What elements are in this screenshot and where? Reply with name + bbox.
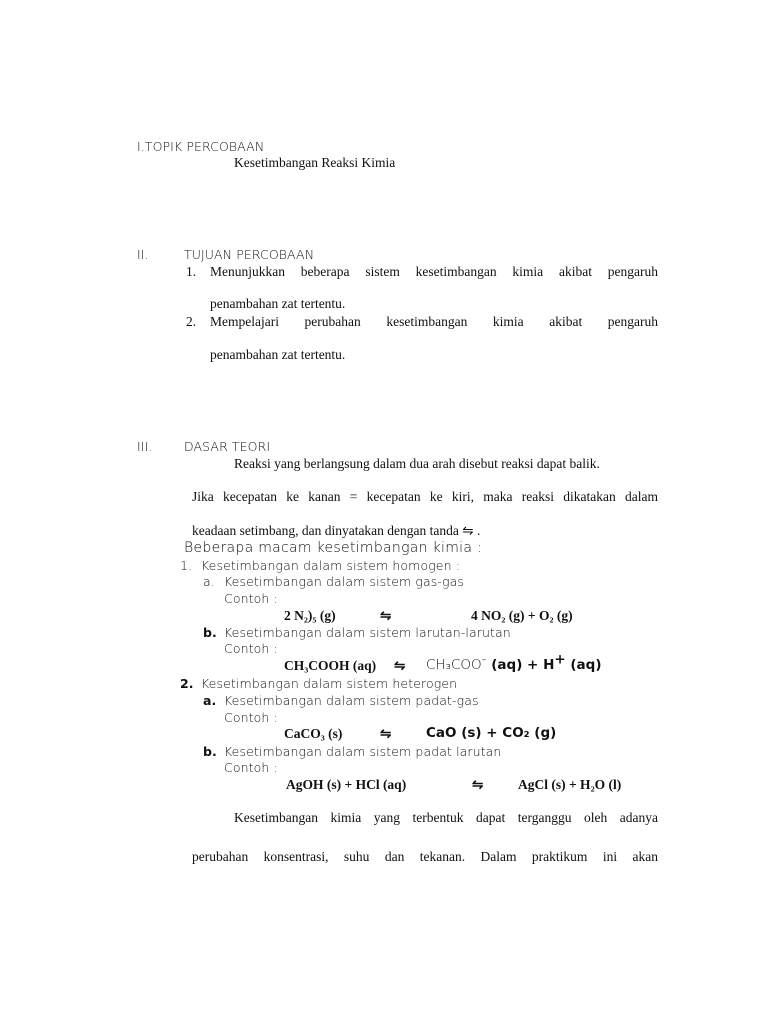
heterogen-b-reaction-rhs: AgCl (s) + H₂O (l) bbox=[518, 777, 622, 792]
homogen-a-equilibrium-arrow: ⇋ bbox=[380, 608, 392, 623]
homogen-b-rhs-state: (aq) bbox=[565, 657, 602, 673]
homogen-b-equilibrium-arrow: ⇋ bbox=[394, 658, 406, 673]
closing-paragraph-line-2: perubahan konsentrasi, suhu dan tekanan. Dalam praktikum ini akan bbox=[192, 849, 658, 864]
homogen-b-contoh: Contoh : bbox=[224, 641, 278, 656]
tujuan-item-1-line-1: Menunjukkan beberapa sistem kesetimbangan kimia akibat pengaruh bbox=[210, 264, 658, 279]
homogen-a-reaction-lhs: 2 N₂)₅ (g) bbox=[284, 608, 336, 623]
homogen-b-letter: b. bbox=[203, 625, 217, 640]
theory-paragraph-line-2: Jika kecepatan ke kanan = kecepatan ke kiri, maka reaksi dikatakan dalam bbox=[192, 489, 658, 504]
heterogen-a-equilibrium-arrow: ⇋ bbox=[380, 726, 392, 741]
homogen-b-rhs-proton-charge: + bbox=[554, 651, 566, 668]
homogen-a-reaction-rhs: 4 NO₂ (g) + O₂ (g) bbox=[471, 608, 573, 623]
heterogen-a-contoh: Contoh : bbox=[224, 710, 278, 725]
tujuan-item-2-line-1: Mempelajari perubahan kesetimbangan kimia akibat pengaruh bbox=[210, 314, 658, 329]
section-3-number: III. bbox=[137, 439, 153, 454]
homogen-b-rhs-acetate-charge: - bbox=[481, 651, 487, 668]
homogen-a-contoh: Contoh : bbox=[224, 591, 278, 606]
tujuan-item-1-number: 1. bbox=[186, 264, 197, 279]
equilibrium-types-heading: Beberapa macam kesetimbangan kimia : bbox=[184, 540, 482, 556]
homogen-b-label: Kesetimbangan dalam sistem larutan-larutan bbox=[224, 625, 511, 640]
homogen-b-reaction-lhs: CH₃COOH (aq) bbox=[284, 658, 377, 673]
tujuan-item-2-number: 2. bbox=[186, 314, 197, 329]
heterogen-a-letter: a. bbox=[203, 693, 217, 708]
heterogen-b-letter: b. bbox=[203, 744, 217, 759]
homogen-b-reaction-rhs bbox=[426, 651, 602, 673]
homogen-a-letter: a. bbox=[203, 574, 215, 589]
homogen-b-rhs-proton: (aq) + H bbox=[486, 657, 555, 673]
section-1-heading: I.TOPIK PERCOBAAN bbox=[137, 139, 265, 154]
homogen-b-rhs-acetate: CH₃COO bbox=[426, 657, 482, 673]
homogen-a-label: Kesetimbangan dalam sistem gas-gas bbox=[224, 574, 464, 589]
heterogen-a-reaction-lhs: CaCO₃ (s) bbox=[284, 726, 343, 741]
section-1-subtitle: Kesetimbangan Reaksi Kimia bbox=[234, 155, 396, 170]
heterogen-b-reaction-lhs: AgOH (s) + HCl (aq) bbox=[286, 777, 407, 792]
heterogen-a-reaction-rhs: CaO (s) + CO₂ (g) bbox=[426, 725, 557, 741]
tujuan-item-1-line-2: penambahan zat tertentu. bbox=[210, 296, 346, 311]
section-2-number: II. bbox=[137, 247, 149, 262]
homogen-number: 1. bbox=[180, 558, 193, 573]
heterogen-b-label: Kesetimbangan dalam sistem padat larutan bbox=[224, 744, 502, 759]
section-2-heading: TUJUAN PERCOBAAN bbox=[184, 247, 315, 262]
closing-paragraph-line-1: Kesetimbangan kimia yang terbentuk dapat terganggu oleh adanya bbox=[234, 810, 658, 825]
heterogen-b-equilibrium-arrow: ⇋ bbox=[472, 777, 484, 792]
heterogen-number: 2. bbox=[180, 676, 194, 691]
heterogen-b-contoh: Contoh : bbox=[224, 760, 278, 775]
homogen-label: Kesetimbangan dalam sistem homogen : bbox=[201, 558, 461, 573]
heterogen-a-label: Kesetimbangan dalam sistem padat-gas bbox=[224, 693, 479, 708]
section-3-heading: DASAR TEORI bbox=[184, 439, 271, 454]
theory-paragraph-line-3: keadaan setimbang, dan dinyatakan dengan tanda ⇋ . bbox=[192, 523, 481, 538]
theory-paragraph-line-1: Reaksi yang berlangsung dalam dua arah disebut reaksi dapat balik. bbox=[234, 456, 600, 471]
tujuan-item-2-line-2: penambahan zat tertentu. bbox=[210, 347, 346, 362]
heterogen-label: Kesetimbangan dalam sistem heterogen bbox=[201, 676, 458, 691]
